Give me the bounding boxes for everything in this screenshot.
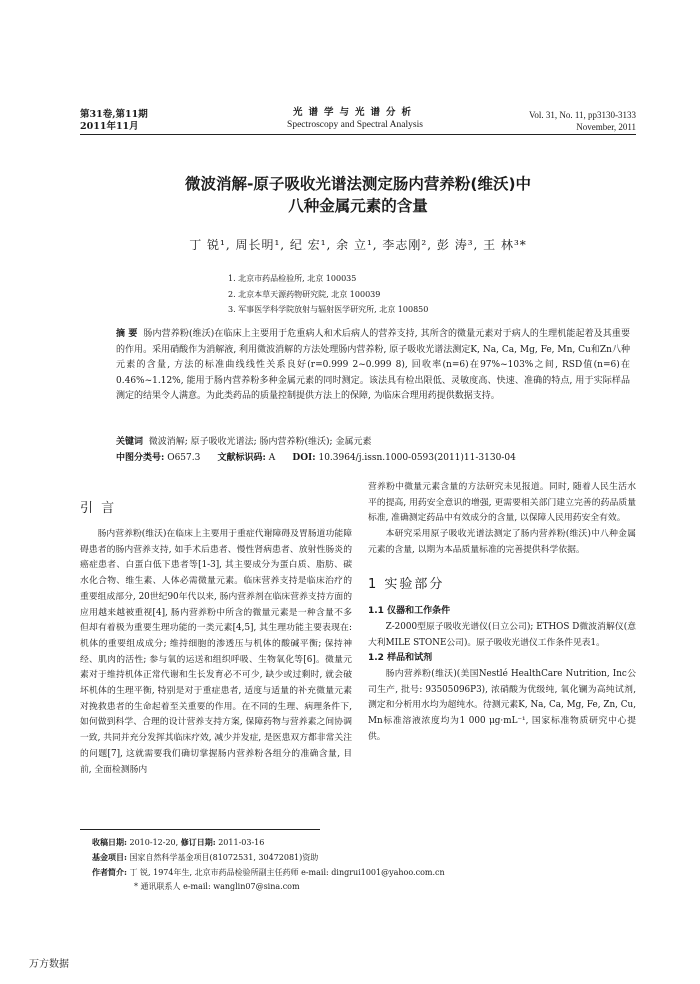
keywords-label: 关键词 [116,437,144,447]
received-date: 2010-12-20, [129,838,179,847]
publication-month: November, 2011 [576,122,636,132]
affiliation-3: 3. 军事医学科学院放射与辐射医学研究所, 北京 100850 [228,305,429,314]
bio-label: 作者简介: [92,867,127,877]
keywords-block [116,435,630,466]
abstract [116,327,630,405]
journal-volume-info [80,109,148,133]
watermark: 万方数据 [29,959,69,970]
intro-para-2: 本研究采用原子吸收光谱法测定了肠内营养粉(维沃)中八种金属元素的含量, 以期为本品质量标准的完善提供科学依据。 [368,529,636,555]
doc-code-label: 文献标识码: [217,453,266,463]
clc-label: 中图分类号: [116,453,165,463]
affiliation-1: 1. 北京市药品检验所, 北京 100035 [228,274,357,283]
journal-title-cn: 光谱学与光谱分析 [292,107,417,118]
journal-title-en: Spectroscopy and Spectral Analysis [287,120,423,130]
affiliations [228,271,428,318]
doi-value: 10.3964/j.issn.1000-0593(2011)11-3130-04 [318,453,516,463]
bio-text: 丁 锐, 1974年生, 北京市药品检验所副主任药师 e-mail: dingrui1001@yahoo.com.cn [129,868,445,877]
clc-value: O657.3 [167,453,201,463]
doi-label: DOI: [292,453,316,463]
abstract-label: 摘 要 [116,329,138,339]
right-column [368,480,636,746]
intro-paragraph-1 [80,527,352,778]
title-line-1: 微波消解-原子吸收光谱法测定肠内营养粉(维沃)中 [184,175,532,193]
fund-label: 基金项目: [92,852,127,862]
title-line-2: 八种金属元素的含量 [288,197,428,215]
revised-label: 修订日期: [180,837,216,847]
journal-citation [529,109,636,133]
intro-heading: 引 言 [80,501,117,516]
received-label: 收稿日期: [92,837,127,847]
footnote-rule [80,829,320,830]
issue-date: 2011年11月 [80,121,139,132]
subsection-1-1-text: Z-2000型原子吸收光谱仪(日立公司); ETHOS D微波消解仪(意大利MILE STONE公司)。原子吸收光谱仪工作条件见表1。 [368,621,636,648]
affiliation-2: 2. 北京本草天源药物研究院, 北京 100039 [228,289,381,299]
volume-pages: Vol. 31, No. 11, pp3130-3133 [528,110,636,120]
author-list: 丁 锐¹, 周长明¹, 纪 宏¹, 余 立¹, 李志刚², 彭 涛³, 王 林³* [189,238,527,252]
abstract-text: 肠内营养粉(维沃)在临床上主要用于危重病人和术后病人的营养支持, 其所含的微量元素对于病人的生理机能起着及其重要的作用。采用硝酸作为消解液, 利用微波消解的方法处理肠内营养粉, 原子吸收光谱法测定K, Na, Ca, Mg, Fe, Mn, Cu和Zn八种元素的含量, 方法的标准曲线线性关系良好(r=0.999 2~0.999 8), 回收率(n=6)在97%~103%之间, RSD值(n=6)在0.46%~1.12%, 能用于肠内营养粉多种金属元素的同时测定。该法具有检出限低、灵敏度高、快速、准确的特点, 用于实际样品测定的结果令人满意。为此类药品的质量控制提供方法上的保障, 为临床合理用药提供数据支持。 [116,329,631,402]
corresponding-author: * 通讯联系人 e-mail: wanglin07@sina.com [134,882,300,891]
subsection-1-2-title: 1.2 样品和试剂 [368,653,433,664]
volume-issue: 第31卷,第11期 [80,109,148,120]
paper-title [80,173,636,217]
footnote [92,835,445,894]
fund-text: 国家自然科学基金项目(81072531, 30472081)资助 [129,853,319,862]
journal-title [225,107,485,131]
subsection-1-1-title: 1.1 仪器和工作条件 [368,606,451,617]
keywords-text: 微波消解; 原子吸收光谱法; 肠内营养粉(维沃); 金属元素 [148,437,372,447]
doc-code-value: A [268,453,276,463]
section-1-heading: 1 实验部分 [368,576,445,592]
intro-para-1-text: 肠内营养粉(维沃)在临床上主要用于重症代谢障碍及胃肠道功能障碍患者的肠内营养支持, 如手术后患者、慢性肾病患者、放射性肠炎的癌症患者、白蛋白低下患者等[1-3], 其主要成分为蛋白质、脂肪、碳水化合物、维生素、人体必需微量元素。临床营养支持是临床治疗的重要组成部分, 20世纪90年代以来, 肠内营养剂在临床营养支持方面的应用越来越被重视[4], 肠内营养粉中所含的微量元素是一种含量不多但却有着极为重要生理功能的一类元素[4,5], 其生理功能主要表现在: 机体的重要组成成分; 维持细胞的渗透压与机体的酸碱平衡; 保持神经、肌肉的活性; 参与氧的运送和组织呼吸、生物氧化等[6]。微量元素对于维持机体正常代谢和生长发育必不可少, 缺少或过剩时, 就会破坏机体的生理平衡, 特别是对于重症患者, 适度与适量的补充微量元素对挽救患者的生命起着至关重要的作用。在不同的生理、病理条件下, 如何做到科学、合理的设计营养支持方案, 保障药物与营养素之间协调一致, 共同并充分发挥其临床疗效, 减少并发症, 是医患双方都非常关注的问题[7], 这就需要我们确切掌握肠内营养粉各组分的准确含量, 目前, 全面检测肠内 [80,529,352,775]
intro-para-1-continued: 营养粉中微量元素含量的方法研究未见报道。同时, 随着人民生活水平的提高, 用药安全意识的增强, 更需要相关部门建立完善的药品质量标准, 准确测定药品中有效成分的含量, 以保障人民用药安全有效。 [368,482,636,524]
header-rule [80,134,636,135]
revised-date: 2011-03-16 [218,838,265,847]
subsection-1-2-text: 肠内营养粉(维沃)(美国Nestlé HealthCare Nutrition, Inc公司生产, 批号: 93505096P3), 浓硝酸为优级纯, 氧化镧为高纯试剂, 测定和分析用水均为超纯水。待测元素K, Na, Ca, Mg, Fe, Zn, Cu, Mn标准溶液浓度均为1 000 μg·mL⁻¹, 国家标准物质研究中心提供。 [368,669,636,742]
